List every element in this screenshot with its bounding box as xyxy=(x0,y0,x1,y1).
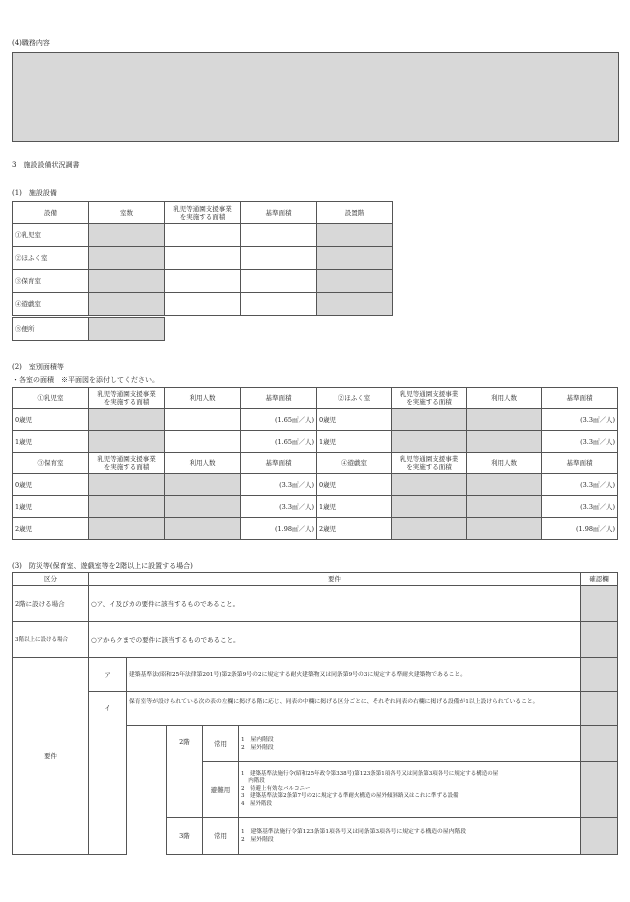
t3-r1-text: ○ア、イ及びカの要件に該当するものであること。 xyxy=(89,586,581,622)
t2-cell[interactable] xyxy=(165,518,241,540)
t3-check[interactable] xyxy=(581,762,618,818)
t1-h-setsubi: 設備 xyxy=(13,202,89,224)
t2-cell[interactable] xyxy=(467,496,542,518)
facility-table-toilet xyxy=(12,317,165,341)
t2-age: 0歳児 xyxy=(13,409,89,431)
t2-h: 基準面積 xyxy=(241,388,317,409)
t2-h: ①乳児室 xyxy=(13,388,89,409)
t1-cell[interactable] xyxy=(241,270,317,293)
t2-cell[interactable] xyxy=(467,409,542,431)
t1-cell[interactable] xyxy=(165,224,241,247)
stair-item: 1 屋内階段 xyxy=(241,736,274,743)
t1-cell[interactable] xyxy=(317,247,393,270)
t2-cell[interactable] xyxy=(165,409,241,431)
t3-check[interactable] xyxy=(581,586,618,622)
t2-std: (1.98㎡／人) xyxy=(241,518,317,540)
section-4-title: (4)職務内容 xyxy=(12,39,50,47)
t2-std: (3.3㎡／人) xyxy=(241,474,317,496)
t2-h: 利用人数 xyxy=(467,388,542,409)
t2-h: 乳児等通園支援事業 を実施する面積 xyxy=(89,453,165,474)
t1-cell[interactable] xyxy=(317,224,393,247)
t1-cell[interactable] xyxy=(317,293,393,316)
t2-age: 1歳児 xyxy=(13,496,89,518)
stair-item: 2 屋外階段 xyxy=(241,744,274,751)
t3-r3-label: 要件 xyxy=(13,658,89,855)
t3-f2-joyo xyxy=(239,726,581,762)
t2-h: 乳児等通園支援事業 を実施する面積 xyxy=(392,388,467,409)
t3-check[interactable] xyxy=(581,726,618,762)
t2-h: 乳児等通園支援事業 を実施する面積 xyxy=(89,388,165,409)
t2-h: ④遊戯室 xyxy=(317,453,392,474)
t1-row-label: ②ほふく室 xyxy=(13,247,89,270)
t1-cell[interactable] xyxy=(89,270,165,293)
table1-title: (1) 施設設備 xyxy=(12,189,57,197)
t3-a-text: 建築基準法(昭和25年法律第201号)第2条第9号の2に規定する耐火建築物又は同条第9号の3に規定する準耐火建築物であること。 xyxy=(127,658,581,692)
t2-h: 利用人数 xyxy=(165,453,241,474)
t3-a-label: ア xyxy=(89,658,127,692)
t1-row-label: ⑤便所 xyxy=(13,318,89,341)
t1-cell[interactable] xyxy=(165,247,241,270)
t1-row-label: ④遊戯室 xyxy=(13,293,89,316)
t2-h: 基準面積 xyxy=(241,453,317,474)
t3-floor2: 2階 xyxy=(167,726,203,818)
t1-cell[interactable] xyxy=(241,224,317,247)
t3-h-kubun: 区分 xyxy=(13,573,89,586)
disaster-prevention-table xyxy=(12,572,618,855)
stair-item: 内階段 xyxy=(241,778,265,785)
table3-title: (3) 防災等(保育室、遊戯室等を2階以上に設置する場合) xyxy=(12,562,193,570)
stair-item: 2 待避上有効なバルコニー xyxy=(241,785,311,792)
t3-check[interactable] xyxy=(581,622,618,658)
t2-cell[interactable] xyxy=(89,431,165,453)
t2-std: (3.3㎡／人) xyxy=(542,474,618,496)
t3-i-label: イ xyxy=(89,692,127,855)
t2-cell[interactable] xyxy=(165,474,241,496)
t1-cell[interactable] xyxy=(165,293,241,316)
t2-cell[interactable] xyxy=(467,474,542,496)
t2-h: 基準面積 xyxy=(542,388,618,409)
t2-cell[interactable] xyxy=(89,474,165,496)
t2-std: (3.3㎡／人) xyxy=(241,496,317,518)
t2-cell[interactable] xyxy=(392,474,467,496)
t2-age: 0歳児 xyxy=(317,474,392,496)
section-3-title: 3 施設設備状況調書 xyxy=(12,161,80,169)
t2-h: 基準面積 xyxy=(542,453,618,474)
table2-title: (2) 室別面積等 xyxy=(12,363,64,371)
t1-h-menseki: 乳児等通園支援事業 を実施する面積 xyxy=(165,202,241,224)
t1-h-kijun: 基準面積 xyxy=(241,202,317,224)
t2-age: 1歳児 xyxy=(317,496,392,518)
t1-cell[interactable] xyxy=(317,270,393,293)
t3-h-yoken: 要件 xyxy=(89,573,581,586)
t2-cell[interactable] xyxy=(467,431,542,453)
t3-f2-hinan xyxy=(239,762,581,818)
t2-h: ③保育室 xyxy=(13,453,89,474)
t3-f3-joyo xyxy=(239,818,581,855)
stair-item: 1 建築基準法施行令第123条第1項各号又は同条第3項各号に規定する構造の屋内階段 xyxy=(241,829,467,835)
t2-cell[interactable] xyxy=(392,431,467,453)
t2-std: (3.3㎡／人) xyxy=(542,409,618,431)
t1-cell[interactable] xyxy=(89,247,165,270)
t2-age: 2歳児 xyxy=(13,518,89,540)
t1-row-label: ③保育室 xyxy=(13,270,89,293)
t1-cell[interactable] xyxy=(89,224,165,247)
t3-r2-label: 3階以上に設ける場合 xyxy=(13,622,89,658)
t3-r2-text: ○アからクまでの要件に該当するものであること。 xyxy=(89,622,581,658)
t2-cell[interactable] xyxy=(392,409,467,431)
t1-cell[interactable] xyxy=(241,247,317,270)
t1-row-label: ①乳児室 xyxy=(13,224,89,247)
t1-cell[interactable] xyxy=(89,293,165,316)
t2-cell[interactable] xyxy=(467,518,542,540)
stair-item: 3 建築基準法第2条第7号の2に規定する準耐火構造の屋外傾斜路又はこれに準ずる設備 xyxy=(241,793,459,800)
t2-h: 乳児等通園支援事業 を実施する面積 xyxy=(392,453,467,474)
t3-r1-label: 2階に設ける場合 xyxy=(13,586,89,622)
table2-note: ・各室の面積 ※平面図を添付してください。 xyxy=(12,376,159,384)
t2-cell[interactable] xyxy=(89,518,165,540)
t3-spacer xyxy=(127,726,167,855)
t2-cell[interactable] xyxy=(165,431,241,453)
stair-item: 2 屋外階段 xyxy=(241,837,274,843)
t2-age: 1歳児 xyxy=(13,431,89,453)
t2-age: 2歳児 xyxy=(317,518,392,540)
t2-age: 1歳児 xyxy=(317,431,392,453)
duty-content-box[interactable] xyxy=(12,52,619,142)
t2-std: (1.65㎡／人) xyxy=(241,431,317,453)
t2-age: 0歳児 xyxy=(317,409,392,431)
t2-cell[interactable] xyxy=(165,496,241,518)
t3-check[interactable] xyxy=(581,692,618,726)
t2-cell[interactable] xyxy=(392,496,467,518)
t3-check[interactable] xyxy=(581,658,618,692)
facility-table xyxy=(12,201,393,316)
t3-joyo: 常用 xyxy=(203,726,239,762)
t1-cell[interactable] xyxy=(241,293,317,316)
t2-std: (1.98㎡／人) xyxy=(542,518,618,540)
t2-std: (3.3㎡／人) xyxy=(542,431,618,453)
room-area-table xyxy=(12,387,618,540)
stair-item: 1 建築基準法施行令(昭和25年政令第338号)第123条第1項各号又は同条第3項各号に規定する構造の屋 xyxy=(241,770,499,777)
t3-floor3: 3階 xyxy=(167,818,203,855)
t3-h-kakunin: 確認欄 xyxy=(581,573,618,586)
t2-h: ②ほふく室 xyxy=(317,388,392,409)
t2-age: 0歳児 xyxy=(13,474,89,496)
t1-h-setchikai: 設置階 xyxy=(317,202,393,224)
t2-cell[interactable] xyxy=(89,496,165,518)
t2-h: 利用人数 xyxy=(165,388,241,409)
t2-std: (1.65㎡／人) xyxy=(241,409,317,431)
t2-std: (3.3㎡／人) xyxy=(542,496,618,518)
t1-cell[interactable] xyxy=(89,318,165,341)
t2-cell[interactable] xyxy=(89,409,165,431)
t3-hinan: 避難用 xyxy=(203,762,239,818)
t1-h-shitsusu: 室数 xyxy=(89,202,165,224)
t2-h: 利用人数 xyxy=(467,453,542,474)
stair-item: 4 屋外階段 xyxy=(241,800,272,807)
t3-check[interactable] xyxy=(581,818,618,855)
t2-cell[interactable] xyxy=(392,518,467,540)
t1-cell[interactable] xyxy=(165,270,241,293)
t3-joyo: 常用 xyxy=(203,818,239,855)
t3-i-text: 保育室等が設けられている次の表の左欄に掲げる階に応じ、同表の中欄に掲げる区分ごとに、それぞれ同表の右欄に掲げる設備が1以上設けられていること。 xyxy=(127,692,581,726)
